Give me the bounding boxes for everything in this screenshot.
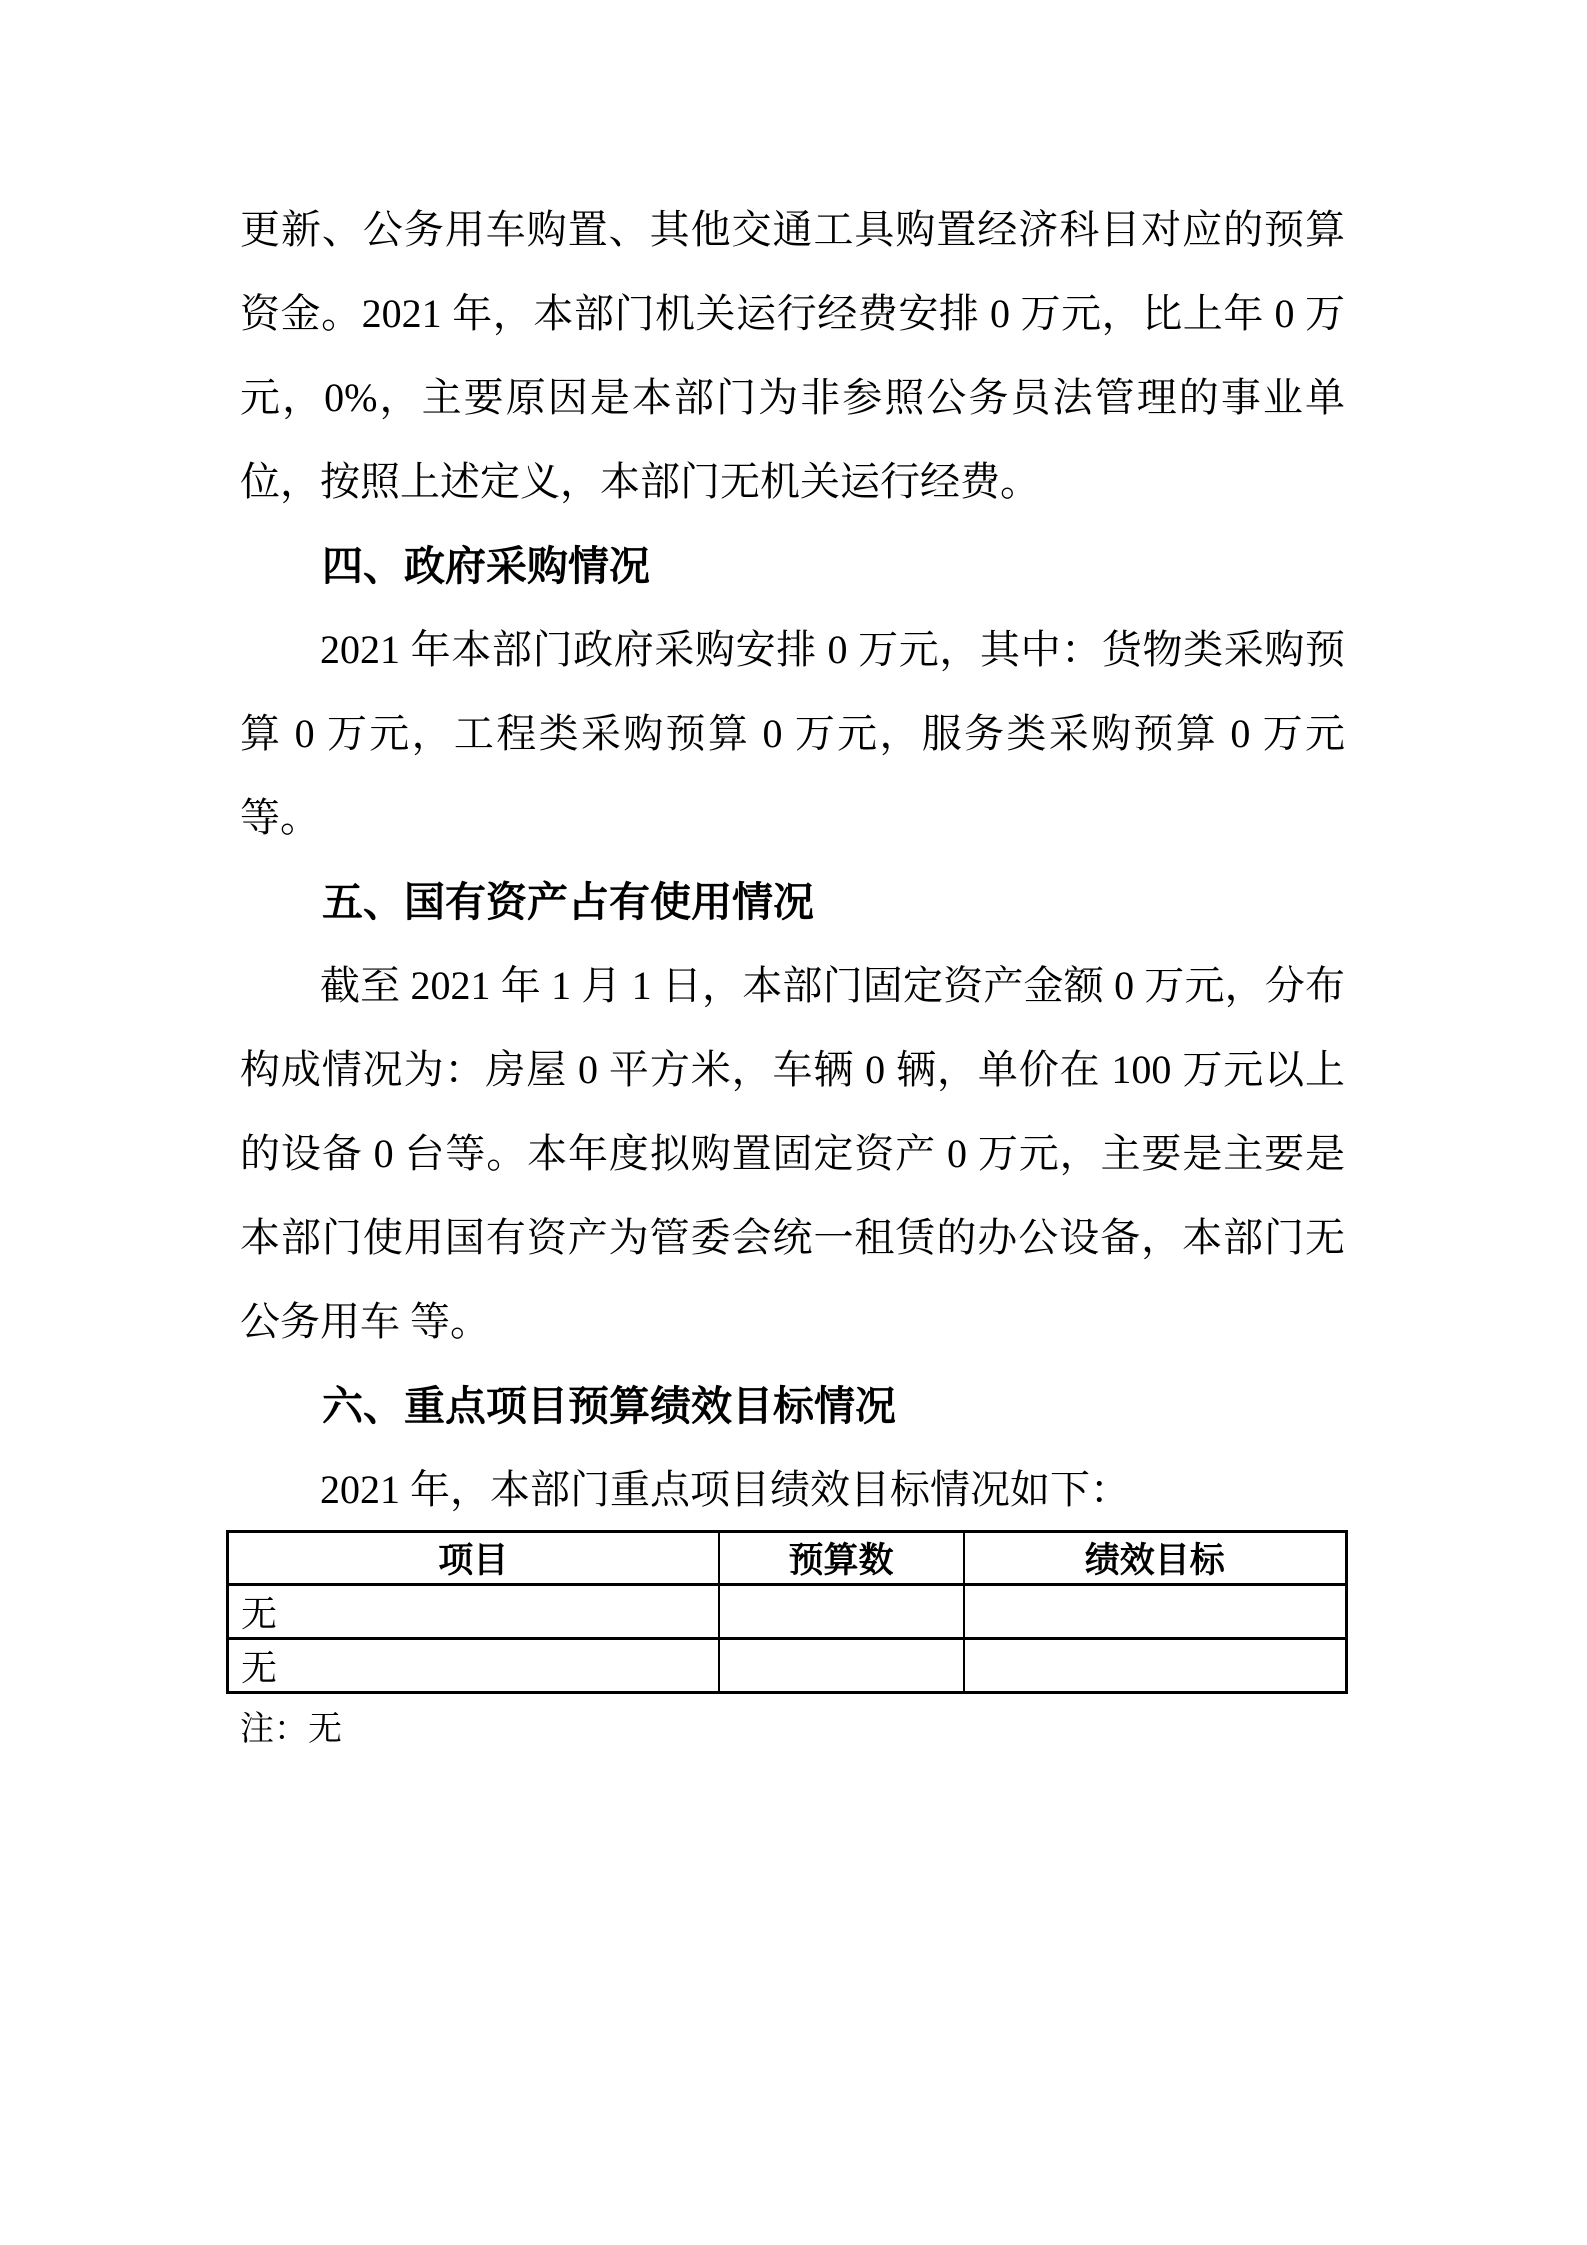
- paragraph-state-assets: 截至 2021 年 1 月 1 日，本部门固定资产金额 0 万元，分布构成情况为：房屋 0 平方米，车辆 0 辆，单价在 100 万元以上的设备 0 台等。本年度拟购置固定资产 0 万元，主要是主要是本部门使用国有资产为管委会统一租赁的办公设备，本部门无公务用车 等。: [240, 963, 1345, 1344]
- performance-targets-table: [226, 1530, 1348, 1694]
- table-note: 注：无: [240, 1711, 342, 1748]
- paragraph-operating-funds: 更新、公务用车购置、其他交通工具购置经济科目对应的预算资金。2021 年，本部门机关运行经费安排 0 万元，比上年 0 万元，0%，主要原因是本部门为非参照公务员法管理的事业单位，按照上述定义，本部门无机关运行经费。: [240, 207, 1345, 504]
- cell-project-1: 无: [241, 1594, 278, 1634]
- heading-section-6-performance-targets: 六、重点项目预算绩效目标情况: [322, 1383, 896, 1429]
- cell-budget-2: [719, 1639, 964, 1693]
- table-header-performance-target: 绩效目标: [964, 1532, 1347, 1585]
- heading-section-5-state-assets: 五、国有资产占有使用情况: [322, 879, 814, 925]
- cell-budget-1: [719, 1585, 964, 1639]
- table-header-budget-amount: 预算数: [719, 1532, 964, 1585]
- table-row: [228, 1585, 1347, 1639]
- paragraph-government-procurement: 2021 年本部门政府采购安排 0 万元，其中：货物类采购预算 0 万元，工程类采购预算 0 万元，服务类采购预算 0 万元等。: [240, 627, 1345, 840]
- table-header-row: [228, 1532, 1347, 1585]
- heading-section-4-government-procurement: 四、政府采购情况: [322, 543, 650, 589]
- document-content: [240, 188, 1345, 1752]
- cell-target-2: [964, 1639, 1347, 1693]
- cell-target-1: [964, 1585, 1347, 1639]
- cell-project-2: 无: [228, 1639, 719, 1693]
- paragraph-performance-targets-intro: 2021 年，本部门重点项目绩效目标情况如下：: [320, 1467, 1130, 1512]
- table-row: [228, 1639, 1347, 1693]
- table-header-project: 项目: [228, 1532, 719, 1585]
